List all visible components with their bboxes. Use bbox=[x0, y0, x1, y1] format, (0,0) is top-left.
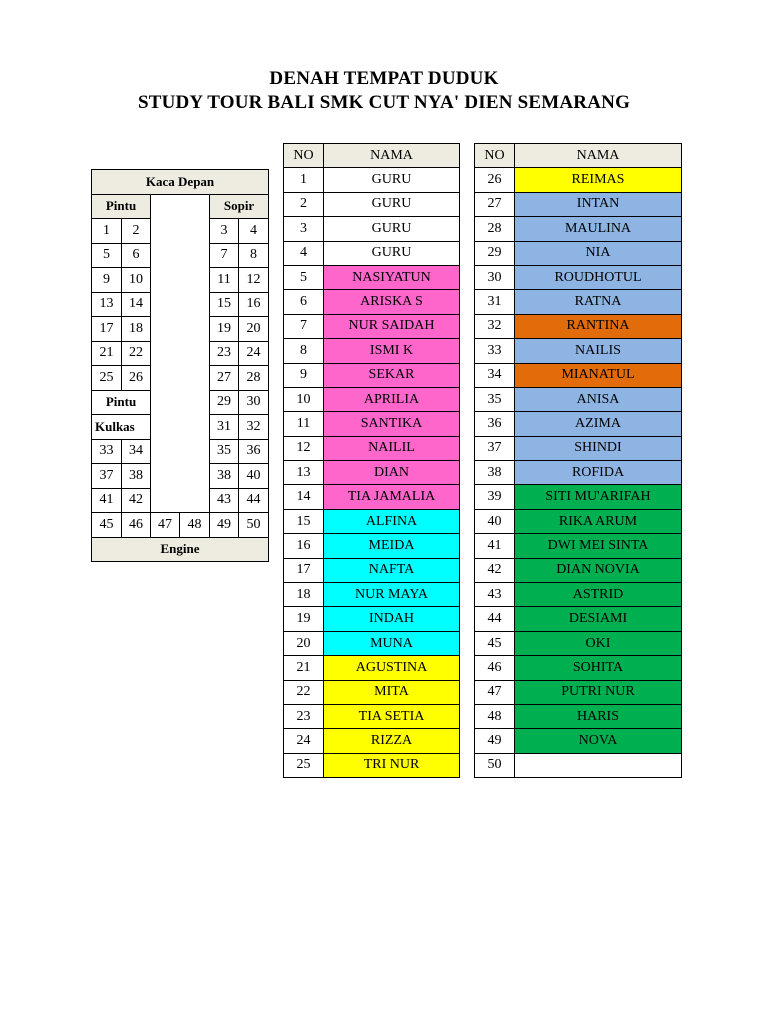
table-row bbox=[475, 680, 682, 704]
passenger-name: NAILIL bbox=[324, 436, 460, 460]
seat-cell: 17 bbox=[92, 317, 122, 342]
seat-number: 23 bbox=[284, 704, 324, 728]
passenger-name: ALFINA bbox=[324, 509, 460, 533]
header-no: NO bbox=[284, 144, 324, 168]
passenger-name: TRI NUR bbox=[324, 753, 460, 777]
aisle bbox=[151, 194, 210, 219]
aisle bbox=[151, 439, 210, 464]
passenger-name: PUTRI NUR bbox=[515, 680, 682, 704]
seat-number: 5 bbox=[284, 265, 324, 289]
seat-number: 44 bbox=[475, 607, 515, 631]
table-row bbox=[284, 583, 460, 607]
table-row bbox=[284, 509, 460, 533]
seat-number: 42 bbox=[475, 558, 515, 582]
passenger-name: SEKAR bbox=[324, 363, 460, 387]
seat-cell: 2 bbox=[122, 219, 151, 244]
fridge-label: Kulkas bbox=[92, 415, 151, 440]
seat-list-right bbox=[474, 143, 682, 778]
seat-number: 9 bbox=[284, 363, 324, 387]
seat-number: 19 bbox=[284, 607, 324, 631]
aisle bbox=[151, 243, 210, 268]
seat-number: 3 bbox=[284, 217, 324, 241]
table-row bbox=[284, 412, 460, 436]
passenger-name: DWI MEI SINTA bbox=[515, 534, 682, 558]
seat-cell: 20 bbox=[239, 317, 269, 342]
seat-cell: 42 bbox=[122, 488, 151, 513]
seat-cell: 40 bbox=[239, 464, 269, 489]
passenger-name: SOHITA bbox=[515, 656, 682, 680]
table-row bbox=[284, 265, 460, 289]
seat-cell: 10 bbox=[122, 268, 151, 293]
passenger-name: SANTIKA bbox=[324, 412, 460, 436]
seat-number: 36 bbox=[475, 412, 515, 436]
passenger-name: NASIYATUN bbox=[324, 265, 460, 289]
aisle bbox=[151, 366, 210, 391]
passenger-name: TIA JAMALIA bbox=[324, 485, 460, 509]
seat-cell: 22 bbox=[122, 341, 151, 366]
seat-number: 49 bbox=[475, 729, 515, 753]
bus-row bbox=[92, 194, 269, 219]
seat-cell: 21 bbox=[92, 341, 122, 366]
seat-number: 25 bbox=[284, 753, 324, 777]
seat-cell: 19 bbox=[210, 317, 239, 342]
aisle bbox=[151, 292, 210, 317]
seat-cell: 46 bbox=[122, 513, 151, 538]
bus-row bbox=[92, 317, 269, 342]
passenger-name: AGUSTINA bbox=[324, 656, 460, 680]
passenger-name: ROFIDA bbox=[515, 461, 682, 485]
passenger-name: NUR SAIDAH bbox=[324, 314, 460, 338]
seat-cell: 45 bbox=[92, 513, 122, 538]
aisle bbox=[151, 488, 210, 513]
seat-number: 43 bbox=[475, 583, 515, 607]
bus-row bbox=[92, 170, 269, 195]
table-row bbox=[475, 339, 682, 363]
seat-number: 12 bbox=[284, 436, 324, 460]
table-row bbox=[284, 656, 460, 680]
seat-number: 30 bbox=[475, 265, 515, 289]
table-row bbox=[475, 558, 682, 582]
table-row bbox=[284, 485, 460, 509]
passenger-name: HARIS bbox=[515, 704, 682, 728]
seat-number: 10 bbox=[284, 387, 324, 411]
passenger-name: MIANATUL bbox=[515, 363, 682, 387]
seat-cell: 34 bbox=[122, 439, 151, 464]
table-row bbox=[475, 363, 682, 387]
table-row bbox=[475, 729, 682, 753]
table-row bbox=[284, 241, 460, 265]
seat-number: 47 bbox=[475, 680, 515, 704]
table-row bbox=[284, 558, 460, 582]
passenger-name: ROUDHOTUL bbox=[515, 265, 682, 289]
passenger-name: GURU bbox=[324, 217, 460, 241]
bus-row bbox=[92, 268, 269, 293]
passenger-name: MITA bbox=[324, 680, 460, 704]
passenger-name: NAFTA bbox=[324, 558, 460, 582]
seat-cell: 47 bbox=[151, 513, 180, 538]
page-subtitle: STUDY TOUR BALI SMK CUT NYA' DIEN SEMARANG bbox=[137, 92, 631, 113]
bus-row bbox=[92, 366, 269, 391]
seat-cell: 4 bbox=[239, 219, 269, 244]
seat-cell: 24 bbox=[239, 341, 269, 366]
seat-number: 8 bbox=[284, 339, 324, 363]
table-row bbox=[475, 265, 682, 289]
passenger-name: GURU bbox=[324, 241, 460, 265]
passenger-name: GURU bbox=[324, 168, 460, 192]
bus-row bbox=[92, 341, 269, 366]
passenger-name: ASTRID bbox=[515, 583, 682, 607]
header-no: NO bbox=[475, 144, 515, 168]
bus-row bbox=[92, 415, 269, 440]
bus-row bbox=[92, 390, 269, 415]
table-row bbox=[284, 314, 460, 338]
seat-cell: 36 bbox=[239, 439, 269, 464]
bus-row bbox=[92, 219, 269, 244]
seat-cell: 37 bbox=[92, 464, 122, 489]
seat-number: 28 bbox=[475, 217, 515, 241]
driver-label: Sopir bbox=[210, 194, 269, 219]
table-row bbox=[284, 461, 460, 485]
seat-number: 13 bbox=[284, 461, 324, 485]
passenger-name: NAILIS bbox=[515, 339, 682, 363]
table-row bbox=[475, 753, 682, 777]
seat-cell: 23 bbox=[210, 341, 239, 366]
seat-cell: 1 bbox=[92, 219, 122, 244]
passenger-name: DESIAMI bbox=[515, 607, 682, 631]
passenger-name: RIKA ARUM bbox=[515, 509, 682, 533]
bus-row bbox=[92, 537, 269, 562]
seat-cell: 32 bbox=[239, 415, 269, 440]
table-row bbox=[284, 168, 460, 192]
table-row bbox=[284, 192, 460, 216]
passenger-name: DIAN NOVIA bbox=[515, 558, 682, 582]
seat-cell: 12 bbox=[239, 268, 269, 293]
table-row bbox=[475, 485, 682, 509]
table-row bbox=[284, 387, 460, 411]
seat-number: 38 bbox=[475, 461, 515, 485]
seat-number: 26 bbox=[475, 168, 515, 192]
seat-number: 11 bbox=[284, 412, 324, 436]
passenger-name: MUNA bbox=[324, 631, 460, 655]
passenger-name: AZIMA bbox=[515, 412, 682, 436]
table-row bbox=[284, 339, 460, 363]
table-row bbox=[475, 314, 682, 338]
seat-number: 40 bbox=[475, 509, 515, 533]
passenger-name bbox=[515, 753, 682, 777]
seat-number: 31 bbox=[475, 290, 515, 314]
passenger-name: GURU bbox=[324, 192, 460, 216]
seat-number: 6 bbox=[284, 290, 324, 314]
bus-seat-map bbox=[91, 169, 269, 562]
seat-number: 15 bbox=[284, 509, 324, 533]
seat-cell: 15 bbox=[210, 292, 239, 317]
table-row bbox=[475, 509, 682, 533]
aisle bbox=[151, 317, 210, 342]
seat-number: 33 bbox=[475, 339, 515, 363]
seat-cell: 3 bbox=[210, 219, 239, 244]
seat-number: 2 bbox=[284, 192, 324, 216]
seat-number: 46 bbox=[475, 656, 515, 680]
table-row bbox=[284, 607, 460, 631]
seat-cell: 14 bbox=[122, 292, 151, 317]
aisle bbox=[151, 219, 210, 244]
aisle bbox=[151, 415, 210, 440]
seat-cell: 50 bbox=[239, 513, 269, 538]
seat-cell: 43 bbox=[210, 488, 239, 513]
seat-cell: 41 bbox=[92, 488, 122, 513]
table-row bbox=[284, 729, 460, 753]
passenger-name: SITI MU'ARIFAH bbox=[515, 485, 682, 509]
table-row bbox=[475, 436, 682, 460]
seat-number: 34 bbox=[475, 363, 515, 387]
seat-number: 32 bbox=[475, 314, 515, 338]
table-row bbox=[284, 290, 460, 314]
seat-list-left bbox=[283, 143, 460, 778]
passenger-name: MAULINA bbox=[515, 217, 682, 241]
seat-number: 1 bbox=[284, 168, 324, 192]
seat-cell: 18 bbox=[122, 317, 151, 342]
seat-number: 4 bbox=[284, 241, 324, 265]
seat-cell: 13 bbox=[92, 292, 122, 317]
seat-cell: 8 bbox=[239, 243, 269, 268]
seat-cell: 35 bbox=[210, 439, 239, 464]
header-nama: NAMA bbox=[515, 144, 682, 168]
seat-number: 7 bbox=[284, 314, 324, 338]
table-row bbox=[284, 363, 460, 387]
seat-cell: 31 bbox=[210, 415, 239, 440]
seat-cell: 30 bbox=[239, 390, 269, 415]
passenger-name: INTAN bbox=[515, 192, 682, 216]
windshield-label: Kaca Depan bbox=[92, 170, 269, 195]
seat-number: 48 bbox=[475, 704, 515, 728]
seat-cell: 16 bbox=[239, 292, 269, 317]
page-title: DENAH TEMPAT DUDUK bbox=[269, 68, 499, 89]
passenger-name: RIZZA bbox=[324, 729, 460, 753]
seat-number: 18 bbox=[284, 583, 324, 607]
passenger-name: NUR MAYA bbox=[324, 583, 460, 607]
table-row bbox=[475, 217, 682, 241]
passenger-name: REIMAS bbox=[515, 168, 682, 192]
seat-cell: 26 bbox=[122, 366, 151, 391]
bus-row bbox=[92, 488, 269, 513]
seat-number: 20 bbox=[284, 631, 324, 655]
seat-number: 17 bbox=[284, 558, 324, 582]
seat-number: 27 bbox=[475, 192, 515, 216]
passenger-name: MEIDA bbox=[324, 534, 460, 558]
seat-number: 41 bbox=[475, 534, 515, 558]
passenger-name: RANTINA bbox=[515, 314, 682, 338]
passenger-name: ANISA bbox=[515, 387, 682, 411]
seat-number: 16 bbox=[284, 534, 324, 558]
passenger-name: ARISKA S bbox=[324, 290, 460, 314]
seat-cell: 9 bbox=[92, 268, 122, 293]
aisle bbox=[151, 390, 210, 415]
seat-number: 29 bbox=[475, 241, 515, 265]
aisle bbox=[151, 268, 210, 293]
seat-number: 24 bbox=[284, 729, 324, 753]
table-row bbox=[475, 631, 682, 655]
passenger-name: NOVA bbox=[515, 729, 682, 753]
passenger-name: TIA SETIA bbox=[324, 704, 460, 728]
passenger-name: RATNA bbox=[515, 290, 682, 314]
seat-number: 50 bbox=[475, 753, 515, 777]
bus-row bbox=[92, 439, 269, 464]
table-row bbox=[284, 436, 460, 460]
seat-number: 22 bbox=[284, 680, 324, 704]
table-row bbox=[475, 192, 682, 216]
passenger-name: NIA bbox=[515, 241, 682, 265]
seat-cell: 48 bbox=[180, 513, 210, 538]
table-row bbox=[475, 656, 682, 680]
seat-cell: 38 bbox=[122, 464, 151, 489]
seat-cell: 27 bbox=[210, 366, 239, 391]
seat-cell: 28 bbox=[239, 366, 269, 391]
seat-cell: 7 bbox=[210, 243, 239, 268]
table-row bbox=[475, 607, 682, 631]
seat-number: 39 bbox=[475, 485, 515, 509]
seat-cell: 6 bbox=[122, 243, 151, 268]
bus-row bbox=[92, 243, 269, 268]
table-row bbox=[284, 534, 460, 558]
front-door-label: Pintu bbox=[92, 194, 151, 219]
passenger-name: OKI bbox=[515, 631, 682, 655]
seat-cell: 49 bbox=[210, 513, 239, 538]
seat-cell: 29 bbox=[210, 390, 239, 415]
table-row bbox=[475, 241, 682, 265]
engine-label: Engine bbox=[92, 537, 269, 562]
seat-cell: 11 bbox=[210, 268, 239, 293]
passenger-name: APRILIA bbox=[324, 387, 460, 411]
passenger-name: ISMI K bbox=[324, 339, 460, 363]
table-row bbox=[475, 387, 682, 411]
aisle bbox=[151, 464, 210, 489]
table-row bbox=[475, 290, 682, 314]
bus-row bbox=[92, 292, 269, 317]
seat-cell: 44 bbox=[239, 488, 269, 513]
middle-door-label: Pintu bbox=[92, 390, 151, 415]
seat-cell: 33 bbox=[92, 439, 122, 464]
bus-row bbox=[92, 464, 269, 489]
table-row bbox=[475, 412, 682, 436]
table-row bbox=[475, 583, 682, 607]
table-row bbox=[475, 704, 682, 728]
bus-row bbox=[92, 513, 269, 538]
seat-cell: 38 bbox=[210, 464, 239, 489]
table-row bbox=[475, 461, 682, 485]
table-row bbox=[284, 631, 460, 655]
table-row bbox=[284, 704, 460, 728]
table-row bbox=[284, 680, 460, 704]
seat-number: 37 bbox=[475, 436, 515, 460]
passenger-name: INDAH bbox=[324, 607, 460, 631]
aisle bbox=[151, 341, 210, 366]
passenger-name: DIAN bbox=[324, 461, 460, 485]
seat-number: 14 bbox=[284, 485, 324, 509]
seat-number: 35 bbox=[475, 387, 515, 411]
seat-number: 45 bbox=[475, 631, 515, 655]
seat-cell: 25 bbox=[92, 366, 122, 391]
seat-cell: 5 bbox=[92, 243, 122, 268]
table-row bbox=[475, 168, 682, 192]
table-row bbox=[284, 753, 460, 777]
seat-number: 21 bbox=[284, 656, 324, 680]
header-nama: NAMA bbox=[324, 144, 460, 168]
table-row bbox=[284, 217, 460, 241]
passenger-name: SHINDI bbox=[515, 436, 682, 460]
table-row bbox=[475, 534, 682, 558]
